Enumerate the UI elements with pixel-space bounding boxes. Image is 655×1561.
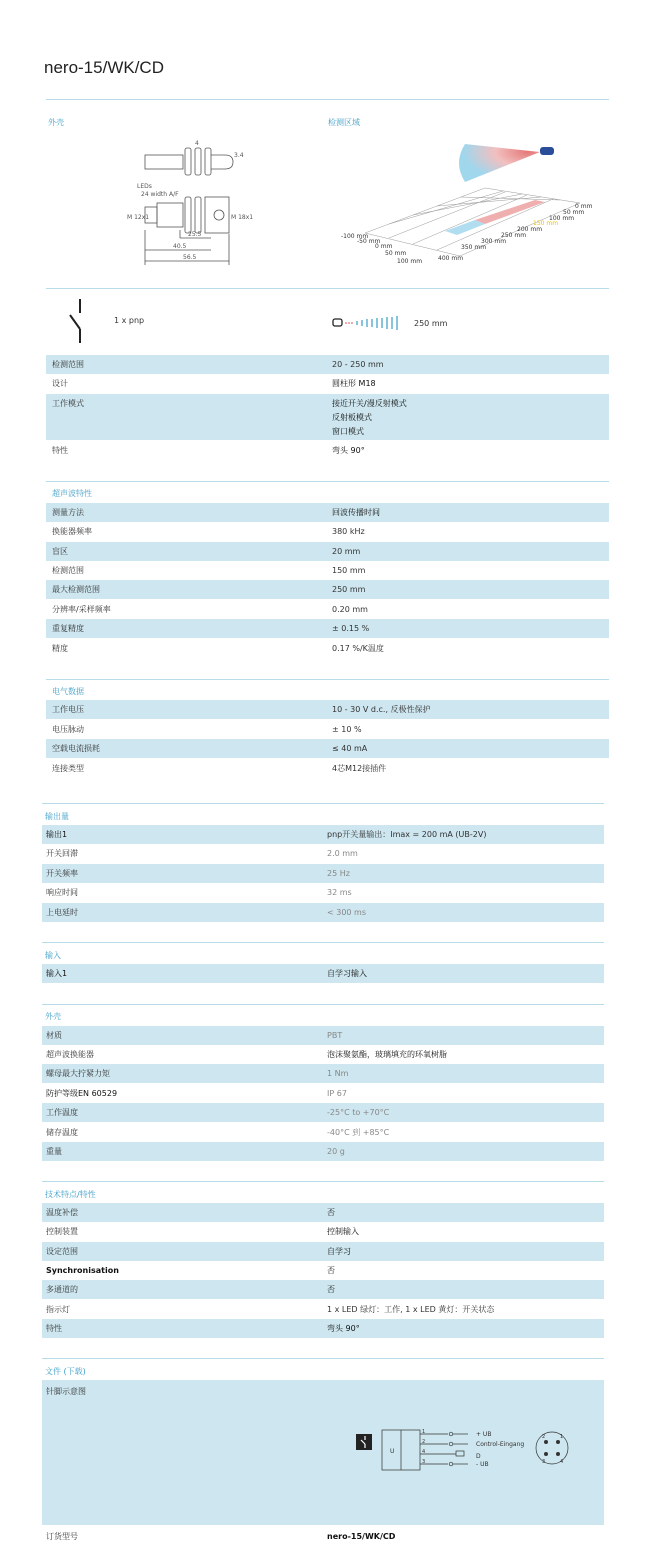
zone-y-label: 300 mm [481,238,507,245]
row-key: 上电延时 [46,908,78,917]
table-row [42,883,604,902]
row-value: 20 - 250 mm [332,360,384,369]
row-value: 回波传播时间 [332,508,380,517]
row-key: 温度补偿 [46,1208,78,1217]
page-title: nero-15/WK/CD [44,58,164,77]
table-row [46,542,609,561]
section-heading: 文件 (下载) [45,1367,86,1376]
section-heading: 电气数据 [52,687,84,696]
row-value: 25 Hz [327,869,350,878]
table-row [46,355,609,374]
row-key: 连接类型 [52,764,84,773]
row-value: 1 x LED 绿灯：工作, 1 x LED 黄灯：开关状态 [327,1305,495,1314]
row-key: 开关频率 [46,869,78,878]
zone-x-label: 50 mm [385,250,407,257]
table-row [46,580,609,599]
row-key: 指示灯 [46,1305,70,1314]
mode-item: 反射板模式 [332,413,372,422]
table-row [42,964,604,983]
table-row [42,1026,604,1045]
pin-text: - UB [476,1461,489,1468]
row-value: 控制输入 [327,1227,359,1236]
table-row [46,700,609,719]
row-value: 32 ms [327,888,352,897]
row-value: 自学习 [327,1247,351,1256]
zone-y-label: 100 mm [549,215,575,222]
row-key: 开关回滞 [46,849,78,858]
zone-y-label: 50 mm [563,209,585,216]
dim-label: 40.5 [173,243,187,250]
table-row [42,1242,604,1261]
table-row [42,864,604,883]
row-value: 否 [327,1208,335,1217]
table-row [46,374,609,393]
table-row [42,1203,604,1222]
row-key: 重量 [46,1147,62,1156]
table-row [42,1123,604,1142]
mode-item: 窗口模式 [332,427,364,436]
row-value: 20 mm [332,547,361,556]
row-value: -25°C to +70°C [327,1108,390,1117]
table-row [42,825,604,844]
row-value: 弯头 90° [327,1324,360,1333]
row-value: 否 [327,1285,335,1294]
zone-x-label: 100 mm [397,258,423,265]
table-row [42,1527,604,1546]
pin-number: 3 [422,1459,426,1465]
range-summary: 250 mm [414,319,448,328]
table-row [42,1319,604,1338]
row-key: 特性 [46,1324,62,1333]
divider [46,99,609,100]
row-key: 最大检测范围 [52,585,100,594]
divider [42,1004,604,1005]
pin-number: 1 [422,1429,426,1435]
table-row [42,1142,604,1161]
housing-label: 外壳 [48,118,64,127]
table-row [46,600,609,619]
connector-pin: 3 [542,1459,546,1465]
table-row [42,1084,604,1103]
divider [42,803,604,804]
row-key: 设计 [52,379,68,388]
table-row [46,394,609,440]
housing-drawing [125,135,254,275]
row-key: 盲区 [52,547,68,556]
table-row [42,1222,604,1241]
table-row [42,844,604,863]
pin-label: 针脚示意图 [46,1387,86,1396]
row-key: 多通道的 [46,1285,78,1294]
row-key: 特性 [52,446,68,455]
row-key: 设定范围 [46,1247,78,1256]
row-value: pnp开关量输出：Imax = 200 mA (UB-2V) [327,830,487,839]
row-key: 测量方法 [52,508,84,517]
pin-number: 2 [422,1439,426,1445]
row-value: 250 mm [332,585,366,594]
output-summary: 1 x pnp [114,316,145,325]
row-value: -40°C 到 +85°C [327,1128,390,1137]
divider [46,679,609,680]
section-heading: 外壳 [45,1012,61,1021]
row-value: 0.20 mm [332,605,368,614]
row-value: 自学习输入 [327,969,367,978]
row-key: 工作温度 [46,1108,78,1117]
zone-y-label: 250 mm [501,232,527,239]
pin-diagram-panel [42,1380,604,1525]
mode-item: 接近开关/漫反射模式 [332,399,407,408]
divider [46,481,609,482]
row-key: 超声波换能器 [46,1050,94,1059]
divider [42,1358,604,1359]
divider [46,288,609,289]
zone-x-label: -100 mm [341,233,369,240]
pin-diagram [356,1426,576,1476]
connector-pin: 4 [560,1459,564,1465]
zone-y-label: 400 mm [438,255,464,262]
row-value: IP 67 [327,1089,347,1098]
row-key: 分辨率/采样频率 [52,605,111,614]
table-row [46,720,609,739]
operating-modes [332,397,407,439]
pin-text: Control-Eingang [476,1441,525,1448]
table-row [46,619,609,638]
row-value: 弯头 90° [332,446,365,455]
row-value: 20 g [327,1147,345,1156]
row-value: 泡沫聚氨酯，玻璃填充的环氧树脂 [327,1050,447,1059]
order-value: nero-15/WK/CD [327,1532,396,1541]
table-row [42,1064,604,1083]
table-row [42,903,604,922]
dim-label: M 12x1 [127,214,150,221]
zone-x-label: -50 mm [357,238,381,245]
zone-y-label: 350 mm [461,244,487,251]
row-key: 重复精度 [52,624,84,633]
zone-y-label: 0 mm [575,203,593,210]
row-value: ± 10 % [332,725,362,734]
dim-label: LEDs [137,183,152,190]
row-key: 空载电流损耗 [52,744,100,753]
table-row [42,1045,604,1064]
row-value: 2.0 mm [327,849,358,858]
row-key: Synchronisation [46,1266,119,1275]
detection-zone-label: 检测区域 [328,118,360,127]
row-key: 储存温度 [46,1128,78,1137]
row-value: 0.17 %/K温度 [332,644,384,653]
row-value: < 300 ms [327,908,367,917]
table-row [42,1261,604,1280]
row-key: 检测范围 [52,360,84,369]
dim-label: 24 width A/F [141,191,179,198]
table-row [46,441,609,460]
zone-y-label: 150 mm [533,220,559,227]
switch-symbol-icon [64,299,88,343]
row-key: 防护等级EN 60529 [46,1089,118,1098]
row-key: 控制装置 [46,1227,78,1236]
table-row [46,639,609,658]
row-key: 工作电压 [52,705,84,714]
row-value: 否 [327,1266,335,1275]
divider [42,1181,604,1182]
connector-pin: 1 [560,1434,564,1440]
row-value: 10 - 30 V d.c., 反极性保护 [332,705,431,714]
row-key: 响应时间 [46,888,78,897]
row-value: 4芯M12接插件 [332,764,387,773]
row-value: ± 0.15 % [332,624,370,633]
section-heading: 输入 [45,951,61,960]
dim-label: 4 [195,140,199,147]
connector-pin: 2 [542,1434,546,1440]
table-row [42,1103,604,1122]
table-row [46,739,609,758]
row-key: 材质 [46,1031,62,1040]
row-value: PBT [327,1031,343,1040]
dim-label: 56.5 [183,254,197,261]
divider [42,942,604,943]
table-row [46,759,609,778]
svg-text:U: U [390,1448,395,1455]
section-heading: 输出量 [45,812,69,821]
pin-text: + UB [476,1431,492,1438]
table-row [46,561,609,580]
order-key: 订货型号 [46,1532,78,1541]
row-key: 电压脉动 [52,725,84,734]
row-value: 150 mm [332,566,366,575]
row-value: 380 kHz [332,527,365,536]
section-heading: 技术特点/特性 [45,1190,96,1199]
dim-label: M 18x1 [231,214,254,221]
dim-label: 3.4 [234,152,244,159]
row-value: ≤ 40 mA [332,744,368,753]
zone-x-label: 0 mm [375,243,393,250]
table-row [46,503,609,522]
dim-label: 25.5 [188,231,202,238]
zone-y-label: 200 mm [517,226,543,233]
section-heading: 超声波特性 [52,489,92,498]
row-key: 检测范围 [52,566,84,575]
pin-text: D [476,1453,481,1460]
row-key: 换能器频率 [52,527,92,536]
row-key: 螺母最大拧紧力矩 [46,1069,110,1078]
ultrasonic-range-icon [332,316,406,330]
table-row [42,1280,604,1299]
detection-zone-diagram [335,138,605,268]
row-value: 1 Nm [327,1069,349,1078]
table-row [46,522,609,541]
table-row [42,1300,604,1319]
row-key: 输入1 [46,969,68,978]
row-value: 圆柱形 M18 [332,379,376,388]
pin-number: 4 [422,1449,426,1455]
row-key: 精度 [52,644,68,653]
row-key: 输出1 [46,830,68,839]
row-key: 工作模式 [52,399,84,408]
